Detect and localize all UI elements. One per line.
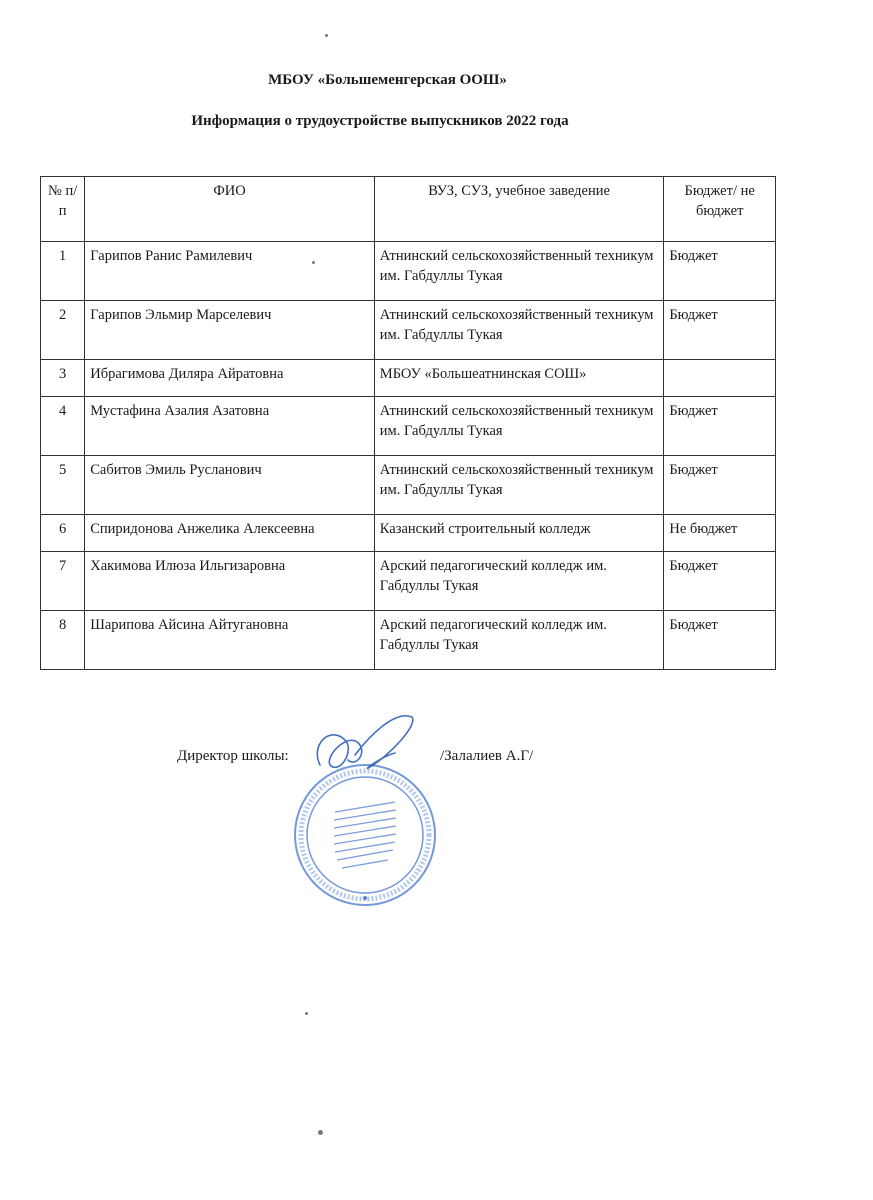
cell-fio: Шарипова Айсина Айтугановна: [85, 611, 375, 670]
cell-budget: Бюджет: [664, 456, 776, 515]
cell-budget: [664, 360, 776, 397]
scan-speck: [325, 34, 328, 37]
column-header-budget: Бюджет/ не бюджет: [664, 177, 776, 242]
director-name: /Залалиев А.Г/: [440, 748, 534, 764]
cell-fio: Спиридонова Анжелика Алексеевна: [85, 515, 375, 552]
cell-school: МБОУ «Большеатнинская СОШ»: [374, 360, 664, 397]
cell-budget: Бюджет: [664, 301, 776, 360]
scan-speck: [305, 1012, 308, 1015]
cell-school: Арский педагогический колледж им. Габдуллы Тукая: [374, 552, 664, 611]
column-header-fio: ФИО: [85, 177, 375, 242]
cell-number: 8: [41, 611, 85, 670]
scan-speck: [318, 1130, 323, 1135]
cell-number: 7: [41, 552, 85, 611]
document-title: Информация о трудоустройстве выпускников 2022 года: [191, 113, 569, 129]
table-row: [41, 515, 776, 552]
cell-number: 1: [41, 242, 85, 301]
cell-school: Атнинский сельскохозяйственный техникум им. Габдуллы Тукая: [374, 397, 664, 456]
cell-number: 4: [41, 397, 85, 456]
cell-school: Казанский строительный колледж: [374, 515, 664, 552]
column-header-number: № п/п: [41, 177, 85, 242]
graduates-table: [40, 176, 776, 670]
table-row: [41, 360, 776, 397]
cell-budget: Не бюджет: [664, 515, 776, 552]
director-label: Директор школы:: [177, 748, 289, 764]
table-row: [41, 242, 776, 301]
table-row: [41, 301, 776, 360]
cell-fio: Гарипов Ранис Рамилевич: [85, 242, 375, 301]
table-row: [41, 456, 776, 515]
cell-budget: Бюджет: [664, 552, 776, 611]
table-row: [41, 552, 776, 611]
cell-school: Атнинский сельскохозяйственный техникум им. Габдуллы Тукая: [374, 242, 664, 301]
cell-budget: Бюджет: [664, 242, 776, 301]
column-header-school: ВУЗ, СУЗ, учебное заведение: [374, 177, 664, 242]
cell-school: Атнинский сельскохозяйственный техникум им. Габдуллы Тукая: [374, 301, 664, 360]
cell-school: Арский педагогический колледж им. Габдуллы Тукая: [374, 611, 664, 670]
organization-title: МБОУ «Большеменгерская ООШ»: [268, 72, 507, 88]
cell-number: 6: [41, 515, 85, 552]
table-row: [41, 397, 776, 456]
cell-fio: Сабитов Эмиль Русланович: [85, 456, 375, 515]
table-header-row: [41, 177, 776, 242]
cell-budget: Бюджет: [664, 611, 776, 670]
cell-fio: Ибрагимова Диляра Айратовна: [85, 360, 375, 397]
cell-budget: Бюджет: [664, 397, 776, 456]
table-row: [41, 611, 776, 670]
scan-speck: [312, 261, 315, 264]
cell-fio: Мустафина Азалия Азатовна: [85, 397, 375, 456]
cell-number: 3: [41, 360, 85, 397]
cell-number: 5: [41, 456, 85, 515]
cell-fio: Хакимова Илюза Ильгизаровна: [85, 552, 375, 611]
cell-fio: Гарипов Эльмир Марселевич: [85, 301, 375, 360]
cell-school: Атнинский сельскохозяйственный техникум им. Габдуллы Тукая: [374, 456, 664, 515]
director-signature-icon: [300, 705, 420, 785]
cell-number: 2: [41, 301, 85, 360]
